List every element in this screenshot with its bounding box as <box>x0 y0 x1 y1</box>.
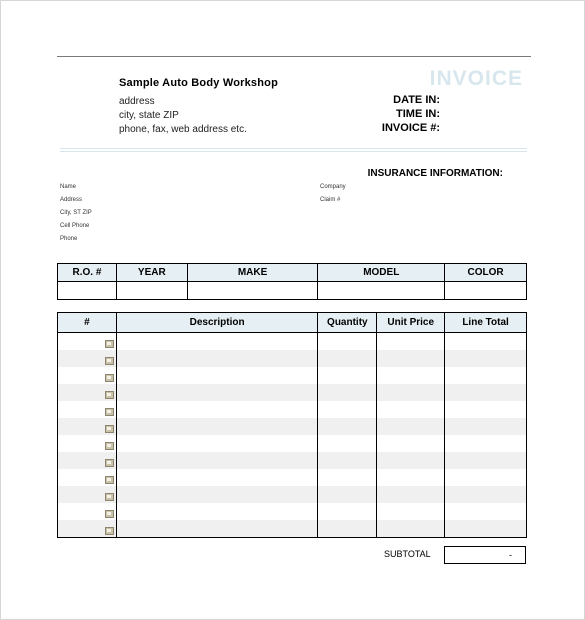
description-cell[interactable] <box>116 401 318 418</box>
line-total-cell[interactable] <box>445 367 527 384</box>
items-body <box>58 333 527 538</box>
model-header: MODEL <box>318 264 445 282</box>
vehicle-table <box>57 263 527 300</box>
unit-price-cell[interactable] <box>377 486 445 503</box>
unit-price-cell[interactable] <box>377 469 445 486</box>
table-row <box>58 520 527 538</box>
quantity-cell[interactable] <box>318 418 377 435</box>
customer-cell-label: Cell Phone <box>60 223 90 229</box>
table-row-icon <box>105 510 114 518</box>
item-number-cell[interactable] <box>58 469 117 486</box>
customer-city-label: City, ST ZIP <box>60 210 92 216</box>
vehicle-data-row <box>58 282 527 300</box>
item-number-cell[interactable] <box>58 503 117 520</box>
customer-phone-label: Phone <box>60 236 78 242</box>
unit-price-cell[interactable] <box>377 435 445 452</box>
quantity-cell[interactable] <box>318 333 377 351</box>
description-cell[interactable] <box>116 520 318 538</box>
company-address: address <box>119 96 155 107</box>
unit-price-cell[interactable] <box>377 350 445 367</box>
header-divider-secondary <box>60 151 527 152</box>
quantity-cell[interactable] <box>318 350 377 367</box>
line-total-header: Line Total <box>445 313 527 333</box>
unit-price-cell[interactable] <box>377 503 445 520</box>
description-cell[interactable] <box>116 503 318 520</box>
table-row-icon <box>105 459 114 467</box>
time-in-label: TIME IN: <box>396 108 440 120</box>
table-row-icon <box>105 340 114 348</box>
line-total-cell[interactable] <box>445 350 527 367</box>
table-row <box>58 418 527 435</box>
make-cell[interactable] <box>187 282 318 300</box>
item-number-cell[interactable] <box>58 435 117 452</box>
vehicle-header-row <box>58 264 527 282</box>
invoice-title: INVOICE <box>429 67 523 90</box>
quantity-cell[interactable] <box>318 452 377 469</box>
customer-name-label: Name <box>60 184 77 190</box>
table-row-icon <box>105 476 114 484</box>
table-row-icon <box>105 391 114 399</box>
line-total-cell[interactable] <box>445 469 527 486</box>
line-total-cell[interactable] <box>445 401 527 418</box>
table-row <box>58 367 527 384</box>
unit-price-header: Unit Price <box>377 313 445 333</box>
line-total-cell[interactable] <box>445 333 527 351</box>
description-cell[interactable] <box>116 469 318 486</box>
invoice-number-label: INVOICE #: <box>381 122 440 134</box>
unit-price-cell[interactable] <box>377 520 445 538</box>
unit-price-cell[interactable] <box>377 452 445 469</box>
quantity-cell[interactable] <box>318 384 377 401</box>
table-row <box>58 469 527 486</box>
quantity-cell[interactable] <box>318 503 377 520</box>
quantity-cell[interactable] <box>318 435 377 452</box>
quantity-cell[interactable] <box>318 520 377 538</box>
description-cell[interactable] <box>116 435 318 452</box>
color-cell[interactable] <box>445 282 527 300</box>
unit-price-cell[interactable] <box>377 367 445 384</box>
line-items-table <box>57 312 527 538</box>
subtotal-value: - <box>444 546 526 564</box>
item-number-cell[interactable] <box>58 520 117 538</box>
quantity-cell[interactable] <box>318 486 377 503</box>
header-divider <box>60 148 527 149</box>
quantity-cell[interactable] <box>318 469 377 486</box>
quantity-cell[interactable] <box>318 367 377 384</box>
item-number-cell[interactable] <box>58 452 117 469</box>
ro-number-header: R.O. # <box>58 264 117 282</box>
line-total-cell[interactable] <box>445 486 527 503</box>
description-cell[interactable] <box>116 350 318 367</box>
item-number-cell[interactable] <box>58 367 117 384</box>
item-number-cell[interactable] <box>58 333 117 351</box>
table-row-icon <box>105 425 114 433</box>
description-cell[interactable] <box>116 418 318 435</box>
table-row-icon <box>105 374 114 382</box>
line-total-cell[interactable] <box>445 520 527 538</box>
line-total-cell[interactable] <box>445 435 527 452</box>
line-total-cell[interactable] <box>445 452 527 469</box>
unit-price-cell[interactable] <box>377 401 445 418</box>
table-row <box>58 350 527 367</box>
subtotal-label: SUBTOTAL <box>384 549 431 559</box>
table-row-icon <box>105 408 114 416</box>
item-number-cell[interactable] <box>58 418 117 435</box>
date-in-label: DATE IN: <box>393 94 440 106</box>
table-row <box>58 384 527 401</box>
insurance-title: INSURANCE INFORMATION: <box>367 168 503 179</box>
description-cell[interactable] <box>116 452 318 469</box>
item-number-cell[interactable] <box>58 384 117 401</box>
items-header-row <box>58 313 527 333</box>
table-row-icon <box>105 493 114 501</box>
ro-number-cell[interactable] <box>58 282 117 300</box>
unit-price-cell[interactable] <box>377 384 445 401</box>
table-row <box>58 486 527 503</box>
item-number-cell[interactable] <box>58 350 117 367</box>
description-cell[interactable] <box>116 384 318 401</box>
top-divider <box>57 56 531 57</box>
item-number-header: # <box>58 313 117 333</box>
table-row <box>58 503 527 520</box>
unit-price-cell[interactable] <box>377 418 445 435</box>
quantity-header: Quantity <box>318 313 377 333</box>
description-header: Description <box>116 313 318 333</box>
description-cell[interactable] <box>116 367 318 384</box>
table-row-icon <box>105 527 114 535</box>
company-name: Sample Auto Body Workshop <box>119 77 279 89</box>
insurance-claim-label: Claim # <box>320 197 341 203</box>
table-row <box>58 333 527 351</box>
customer-address-label: Address <box>60 197 83 203</box>
year-header: YEAR <box>116 264 187 282</box>
company-contact: phone, fax, web address etc. <box>119 124 247 135</box>
color-header: COLOR <box>445 264 527 282</box>
model-cell[interactable] <box>318 282 445 300</box>
table-row <box>58 435 527 452</box>
table-row <box>58 401 527 418</box>
table-row <box>58 452 527 469</box>
line-total-cell[interactable] <box>445 418 527 435</box>
description-cell[interactable] <box>116 333 318 351</box>
company-city: city, state ZIP <box>119 110 179 121</box>
line-total-cell[interactable] <box>445 503 527 520</box>
quantity-cell[interactable] <box>318 401 377 418</box>
year-cell[interactable] <box>116 282 187 300</box>
make-header: MAKE <box>187 264 318 282</box>
item-number-cell[interactable] <box>58 486 117 503</box>
insurance-company-label: Company <box>320 184 346 190</box>
description-cell[interactable] <box>116 486 318 503</box>
table-row-icon <box>105 442 114 450</box>
item-number-cell[interactable] <box>58 401 117 418</box>
line-total-cell[interactable] <box>445 384 527 401</box>
table-row-icon <box>105 357 114 365</box>
unit-price-cell[interactable] <box>377 333 445 351</box>
